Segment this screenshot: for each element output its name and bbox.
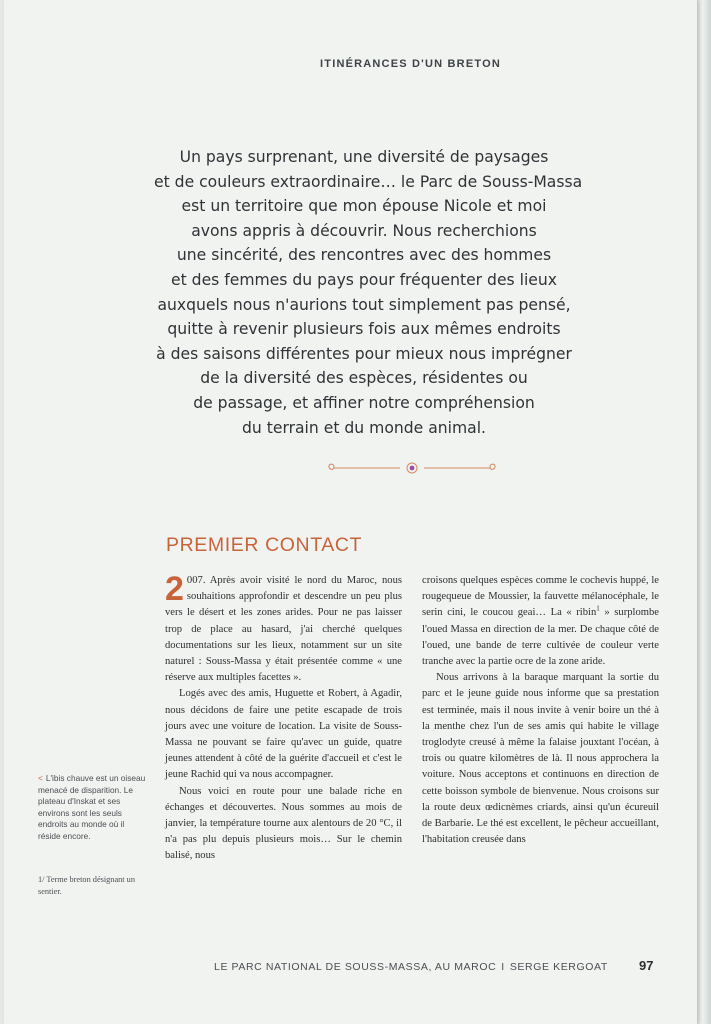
page-edge	[697, 0, 711, 1024]
text-column-left	[165, 570, 402, 865]
intro-line: Un pays surprenant, une diversité de paysages	[179, 148, 549, 166]
intro-line: de passage, et affiner notre compréhension	[193, 393, 535, 412]
photo-caption	[38, 773, 148, 842]
paragraph: croisons quelques espèces comme le cochevis huppé, le rougequeue de Moussier, la fauvette mélanocéphale, le serin cini, le coucou geai… La « ribin$^1$ » surplombe l'oued Massa en direction de la mer. De chaque côté de l'oued, une bande de terre cultivée de couleur verte tranche avec la partie ocre de la zone aride.	[422, 575, 659, 668]
intro-line: une sincérité, des rencontres avec des hommes	[176, 246, 552, 265]
intro-line: quitte à revenir plusieurs fois aux mêmes endroits	[167, 320, 561, 339]
arrow-left-icon: <	[38, 773, 43, 783]
intro-line: est un territoire que mon épouse Nicole et moi	[181, 197, 547, 216]
paragraph: 2 007. Après avoir visité le nord du Maroc, nous souhaitions approfondir et descendre un peu plus vers le désert et les zones arides. Pour ne pas laisser trop de place au hasard, j'ai cherché quelques documentations sur les lieux, notamment sur un site naturel : Souss-Massa y était présentée comme « une réserve aux multiples facettes ».	[165, 570, 402, 684]
page-footer	[214, 961, 608, 973]
intro-line: avons appris à découvrir. Nous recherchions	[191, 221, 537, 240]
intro-line: du terrain et du monde animal.	[242, 418, 486, 437]
book-title: LE PARC NATIONAL DE SOUSS-MASSA, AU MAROC	[214, 961, 497, 973]
page-number: 97	[639, 958, 654, 973]
intro-line: auxquels nous n'aurions tout simplement pas pensé,	[157, 295, 571, 314]
text-column-right	[422, 573, 659, 848]
caption-text: L'ibis chauve est un oiseau menacé de disparition. Le plateau d'Inskat et ses environs sont les seuls endroits au monde où il réside encore.	[38, 773, 146, 841]
paragraph: Nous voici en route pour une balade riche en échanges et découvertes. Nous sommes au mois de janvier, la température tourne aux alentours de 20 °C, il n'a pas plu depuis plusieurs mois… Sur le chemin balisé, nous	[165, 785, 402, 862]
paragraph: Logés avec des amis, Huguette et Robert, à Agadir, nous décidons de faire une petite escapade de trois jours avec une voiture de location. La visite de Souss-Massa ne pouvant se faire qu'avec un guide, quatre jeunes attendent à côté de la guérite d'accueil et c'est le jeune Rachid qui va nous accompagner.	[165, 688, 402, 781]
author-name: SERGE KERGOAT	[509, 961, 608, 973]
footnote: 1/ Terme breton désignant un sentier.	[38, 875, 135, 896]
intro-line: à des saisons différentes pour mieux nous imprégner	[156, 344, 572, 363]
intro-line: et des femmes du pays pour fréquenter des lieux	[171, 270, 557, 289]
footnote-ref: 1	[596, 604, 600, 613]
intro-line: de la diversité des espèces, résidentes ou	[200, 369, 528, 388]
running-title: ITINÉRANCES D'UN BRETON	[320, 58, 501, 70]
section-title: PREMIER CONTACT	[166, 534, 363, 556]
footer-separator: I	[501, 961, 505, 973]
intro-text	[154, 145, 583, 440]
book-page	[4, 0, 697, 1024]
intro-line: et de couleurs extraordinaire… le Parc de Souss-Massa	[154, 172, 583, 191]
drop-cap: 2	[165, 570, 184, 608]
ornament-divider	[322, 458, 502, 478]
paragraph: Nous arrivons à la baraque marquant la sortie du parc et le jeune guide nous informe que sa prestation est terminée, mais il nous invite à venir boire un thé à la menthe chez l'un de ses amis qui habite le village troglodyte creusé à même la falaise jouxtant l'océan, à trois ou quatre kilomètres de là. Il nous approchera la voiture. Nous acceptons et continuons en direction de cette boisson symbole de bienvenue. Nous croisons sur la route deux œdicnèmes criards, ainsi qu'un écureuil de Barbarie. Le thé est excellent, le pêcheur accueillant, l'habitation creusée dans	[422, 672, 659, 846]
